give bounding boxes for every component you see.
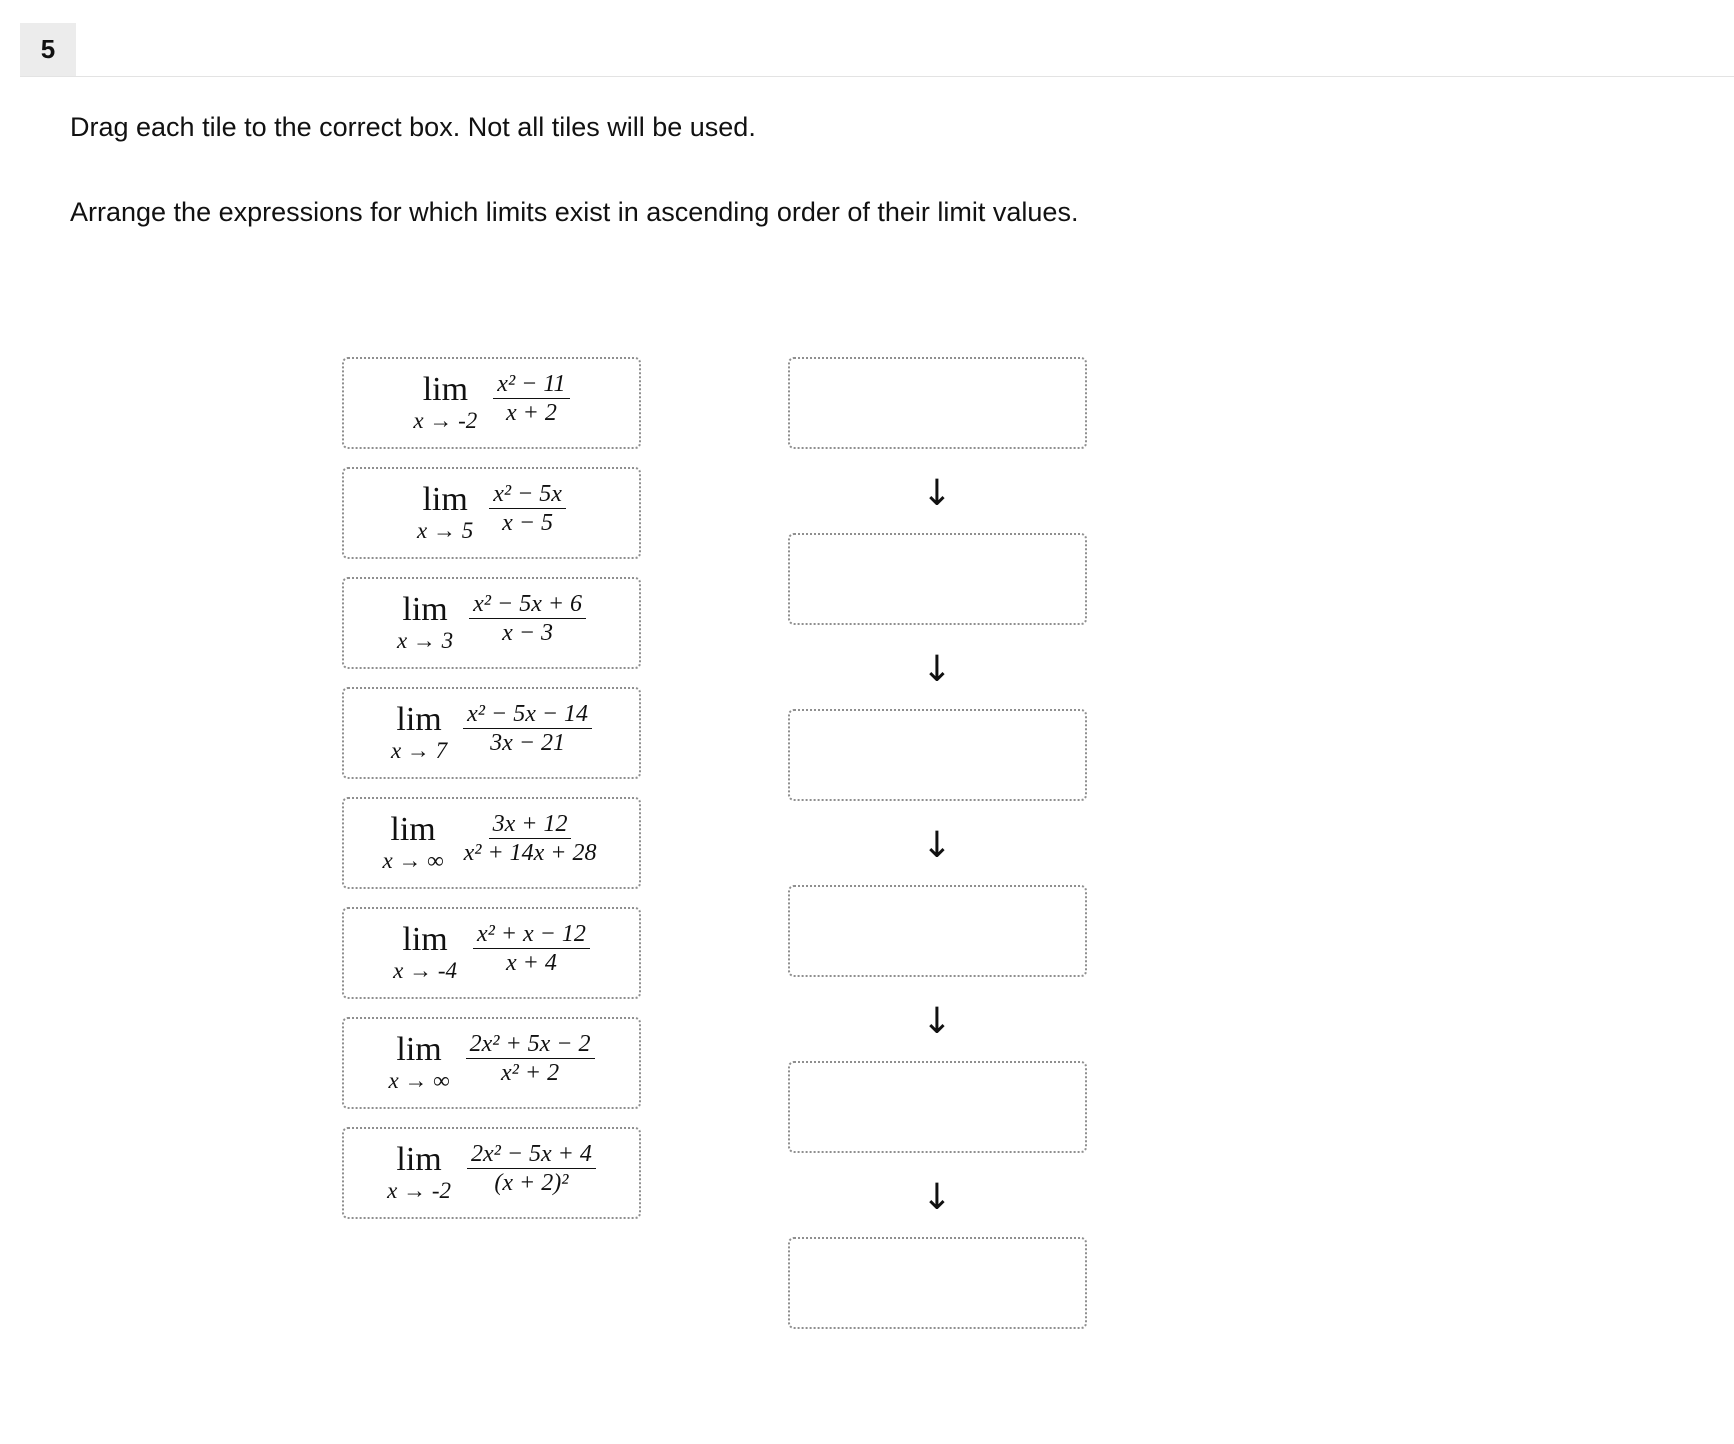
drop-box-5[interactable] <box>788 1061 1087 1153</box>
tile-limit-8[interactable] <box>342 1127 641 1219</box>
denominator: x − 5 <box>502 509 554 536</box>
lim-subscript: x → -2 <box>413 408 478 433</box>
down-arrow-icon: ↓ <box>921 473 953 514</box>
denominator: x − 3 <box>502 619 554 646</box>
lim-word: lim <box>402 921 448 958</box>
lim-word: lim <box>402 591 448 628</box>
limit-expression <box>397 592 586 654</box>
lim-subscript: x → 3 <box>396 628 454 653</box>
numerator: 3x + 12 <box>489 810 572 839</box>
lim-word: lim <box>396 1031 442 1068</box>
numerator: x² − 11 <box>493 370 569 399</box>
limit-expression <box>393 922 590 984</box>
denominator: (x + 2)² <box>494 1169 569 1196</box>
lim-word: lim <box>422 371 469 408</box>
instruction-arrange: Arrange the expressions for which limits exist in ascending order of their limit values. <box>70 197 1079 227</box>
denominator: 3x − 21 <box>490 729 566 756</box>
lim-word: lim <box>390 811 436 848</box>
drop-box-4[interactable] <box>788 885 1087 977</box>
numerator: 2x² − 5x + 4 <box>467 1140 596 1169</box>
lim-subscript: x → ∞ <box>382 848 444 873</box>
drop-box-1[interactable] <box>788 357 1087 449</box>
limit-expression <box>413 372 569 434</box>
question-header <box>20 23 1734 77</box>
down-arrow-icon: ↓ <box>921 649 953 690</box>
denominator: x² + 2 <box>501 1059 560 1086</box>
lim-subscript: x → 5 <box>417 518 474 543</box>
lim-word: lim <box>422 481 468 518</box>
limit-expression <box>383 812 601 874</box>
lim-subscript: x → 7 <box>390 738 448 763</box>
question-number: 5 <box>20 23 76 76</box>
lim-word: lim <box>396 1141 442 1178</box>
drop-box-3[interactable] <box>788 709 1087 801</box>
lim-subscript: x → -4 <box>393 958 457 983</box>
tile-limit-2[interactable] <box>342 467 641 559</box>
instruction-drag: Drag each tile to the correct box. Not all tiles will be used. <box>70 112 756 142</box>
lim-word: lim <box>396 701 442 738</box>
tile-limit-7[interactable] <box>342 1017 641 1109</box>
tile-limit-4[interactable] <box>342 687 641 779</box>
limit-expression <box>391 702 592 764</box>
numerator: x² − 5x <box>489 480 566 509</box>
limit-expression <box>387 1142 596 1204</box>
denominator: x + 2 <box>506 399 557 426</box>
tile-limit-6[interactable] <box>342 907 641 999</box>
tile-limit-1[interactable] <box>342 357 641 449</box>
tile-limit-5[interactable] <box>342 797 641 889</box>
down-arrow-icon: ↓ <box>921 825 953 866</box>
numerator: 2x² + 5x − 2 <box>466 1030 595 1059</box>
tile-limit-3[interactable] <box>342 577 641 669</box>
limit-expression <box>417 482 566 544</box>
denominator: x + 4 <box>506 949 557 976</box>
drop-box-6[interactable] <box>788 1237 1087 1329</box>
down-arrow-icon: ↓ <box>921 1001 953 1042</box>
down-arrow-icon: ↓ <box>921 1177 953 1218</box>
limit-expression <box>389 1032 595 1094</box>
drop-box-2[interactable] <box>788 533 1087 625</box>
numerator: x² − 5x + 6 <box>469 590 586 619</box>
numerator: x² + x − 12 <box>473 920 590 949</box>
lim-subscript: x → ∞ <box>388 1068 450 1093</box>
lim-subscript: x → -2 <box>387 1178 451 1203</box>
denominator: x² + 14x + 28 <box>463 839 597 866</box>
numerator: x² − 5x − 14 <box>463 700 592 729</box>
